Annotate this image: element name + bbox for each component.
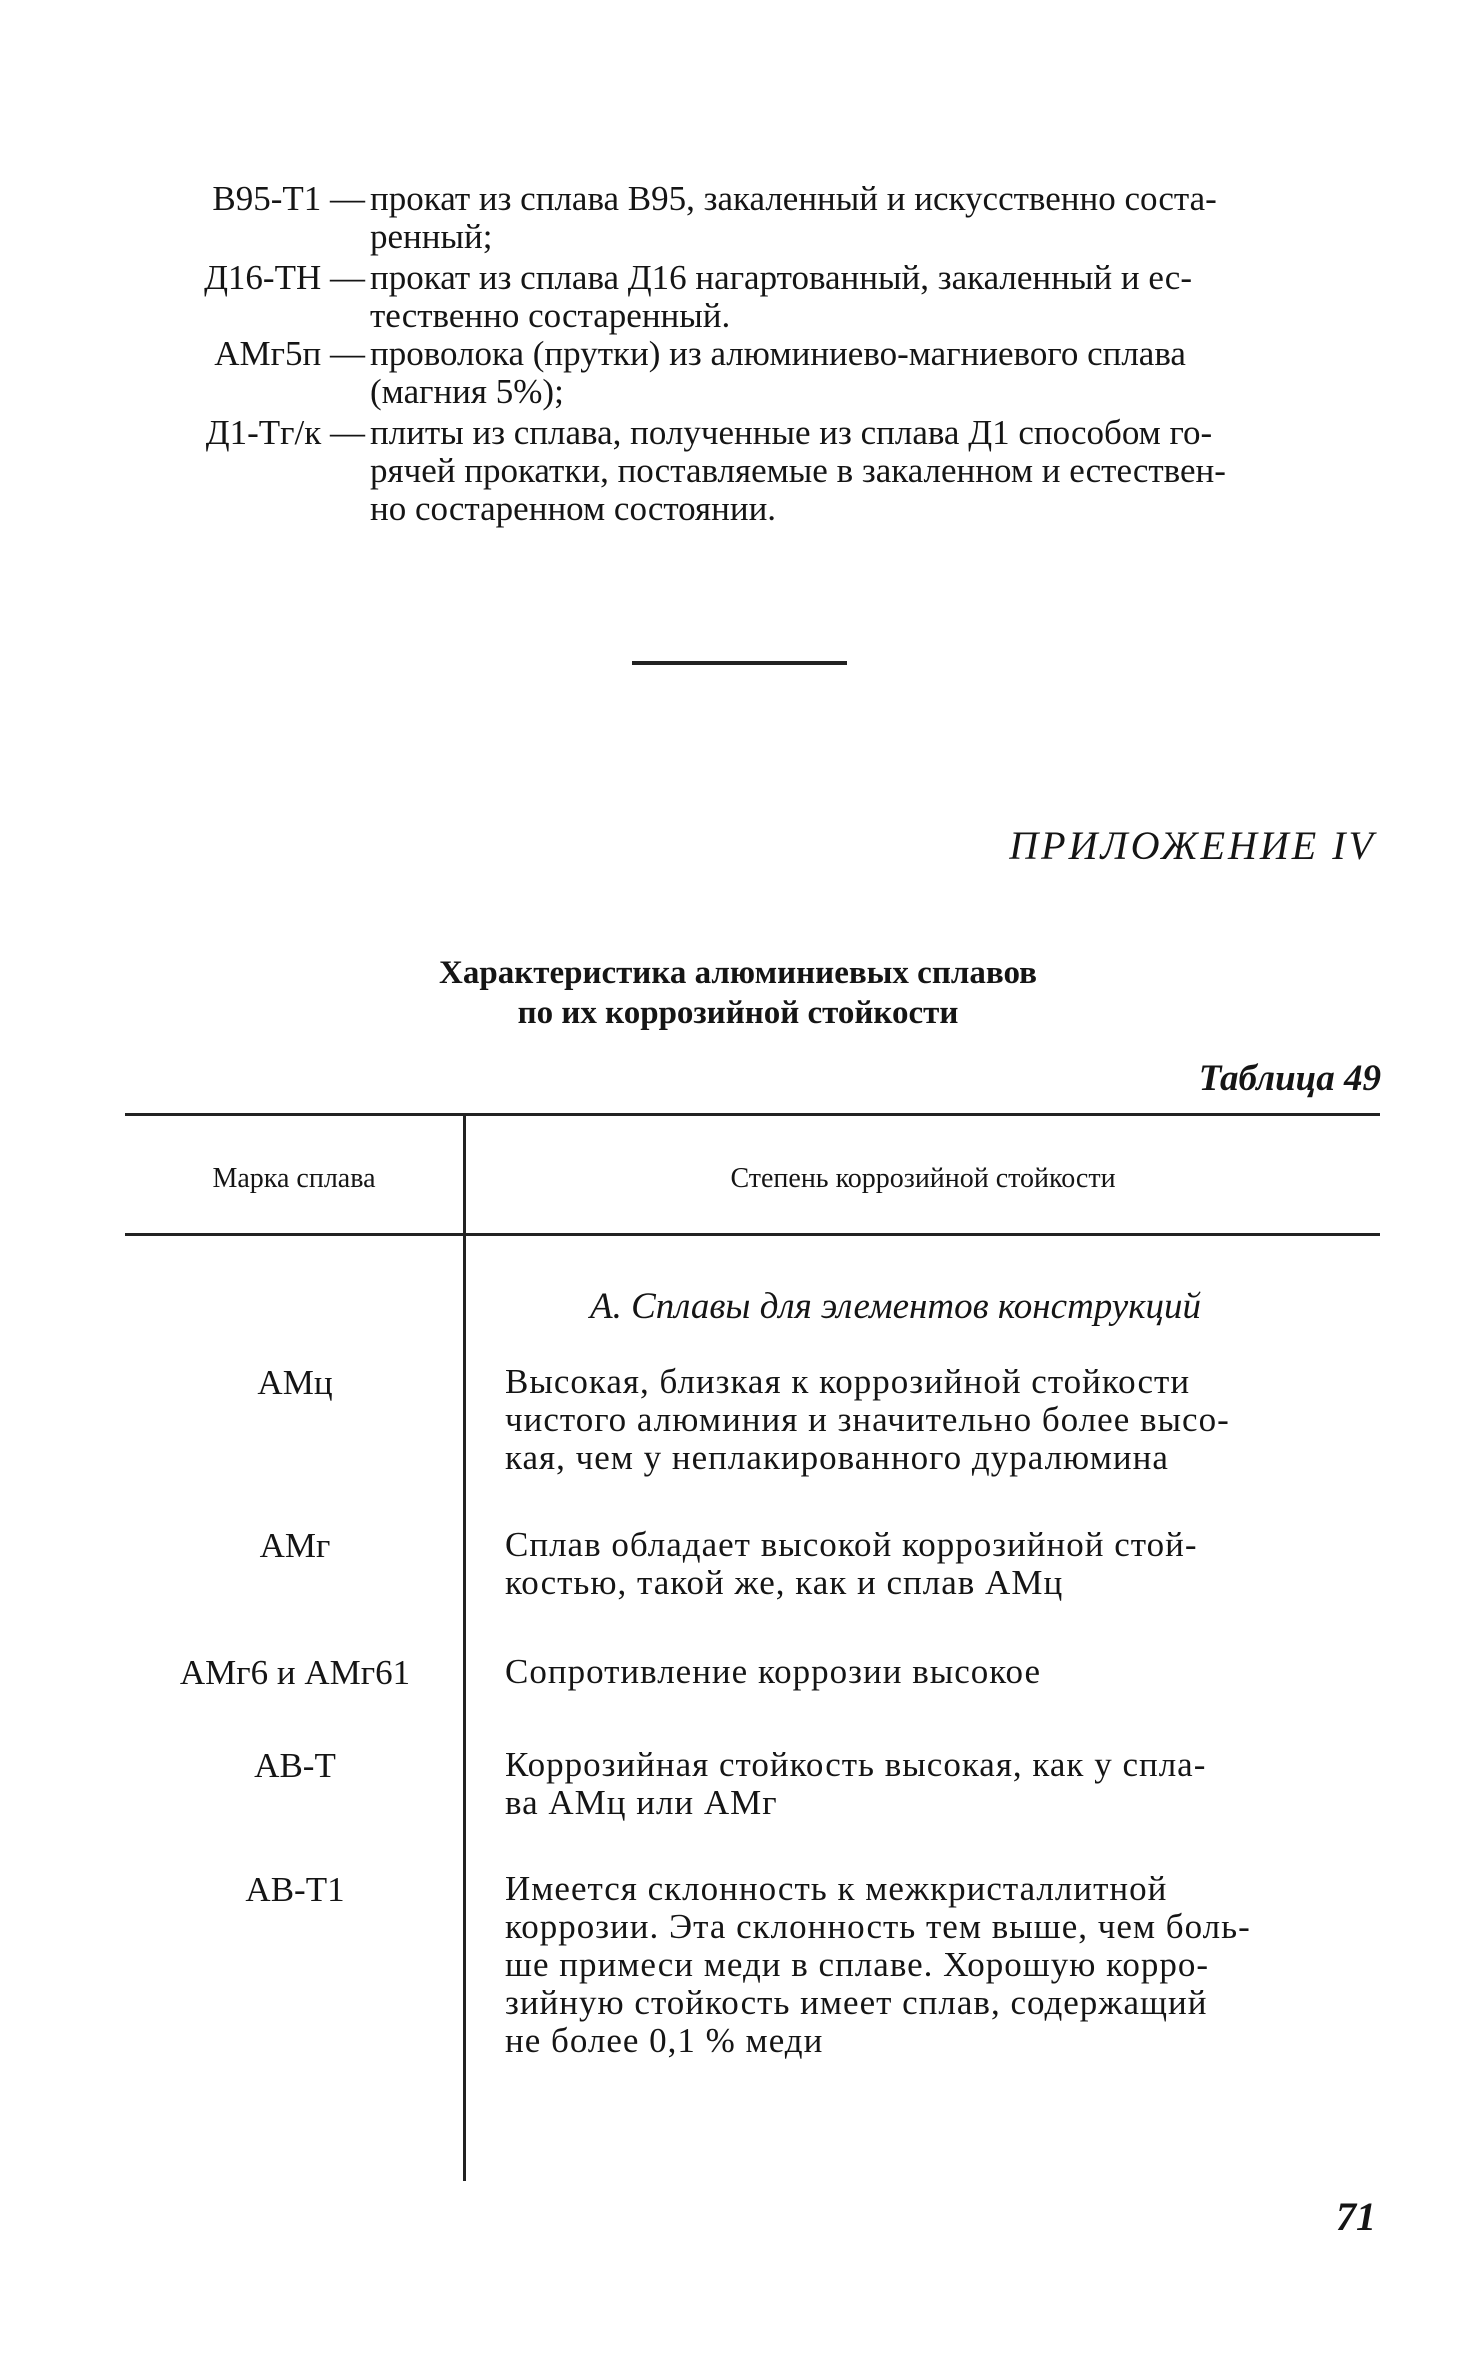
table-row-grade: АВ-Т1 (245, 1870, 345, 1909)
definition-line: ренный; (370, 217, 493, 256)
definition-line: плиты из сплава, полученные из сплава Д1 способом го- (370, 413, 1213, 452)
definition-line: (магния 5%); (370, 372, 564, 411)
description-line: Сопротивление коррозии высокое (505, 1652, 1041, 1691)
table-heading-line: Характеристика алюминиевых сплавов (439, 955, 1037, 991)
definition-line: но состаренном состоянии. (370, 489, 777, 528)
header-bottom-rule (125, 1233, 1380, 1236)
table-number: Таблица 49 (1198, 1058, 1381, 1099)
definition-line: прокат из сплава Д16 нагартованный, закаленный и ес- (370, 258, 1192, 297)
description-line: костью, такой же, как и сплав АМц (505, 1563, 1064, 1602)
table-row-description (505, 1746, 1385, 1822)
definition-term: В95-Т1 — (212, 179, 365, 218)
definition-text (370, 335, 1375, 411)
table-row-description (505, 1526, 1385, 1602)
table-row-description (505, 1363, 1385, 1477)
definition-term: АМг5п — (214, 334, 365, 373)
column-header-grade: Марка сплава (212, 1163, 376, 1194)
definition-line: тественно состаренный. (370, 296, 731, 335)
description-line: чистого алюминия и значительно более высо- (505, 1400, 1230, 1439)
table-row-grade: АМг (259, 1526, 331, 1565)
description-line: зийную стойкость имеет сплав, содержащий (505, 1983, 1208, 2022)
table-top-rule (125, 1113, 1380, 1116)
table-row-description (505, 1653, 1385, 1691)
description-line: Имеется склонность к межкристаллитной (505, 1869, 1168, 1908)
definition-text (370, 259, 1375, 335)
definition-line: прокат из сплава В95, закаленный и искусственно соста- (370, 179, 1217, 218)
description-line: коррозии. Эта склонность тем выше, чем боль- (505, 1907, 1251, 1946)
definition-term: Д1-Тг/к — (205, 413, 365, 452)
table-row-description (505, 1870, 1385, 2060)
description-line: Высокая, близкая к коррозийной стойкости (505, 1362, 1191, 1401)
table-row-grade: АМг6 и АМг61 (179, 1653, 411, 1692)
table-section-title: А. Сплавы для элементов конструкций (590, 1286, 1202, 1327)
definition-line: проволока (прутки) из алюминиево-магниевого сплава (370, 334, 1186, 373)
description-line: Сплав обладает высокой коррозийной стой- (505, 1525, 1198, 1564)
description-line: ше примеси меди в сплаве. Хорошую корро- (505, 1945, 1209, 1984)
description-line: не более 0,1 % меди (505, 2021, 824, 2060)
description-line: Коррозийная стойкость высокая, как у спла- (505, 1745, 1207, 1784)
appendix-title: ПРИЛОЖЕНИЕ IV (1009, 823, 1376, 868)
table-row-grade: АВ-Т (254, 1746, 336, 1785)
definition-text (370, 414, 1375, 528)
page-number: 71 (1336, 2194, 1376, 2239)
table-heading-line: по их коррозийной стойкости (517, 995, 959, 1031)
column-header-resistance: Степень коррозийной стойкости (730, 1163, 1116, 1194)
definition-text (370, 180, 1375, 256)
definition-line: рячей прокатки, поставляемые в закаленном и естествен- (370, 451, 1226, 490)
section-divider (632, 661, 847, 665)
description-line: кая, чем у неплакированного дуралюмина (505, 1438, 1169, 1477)
body-column-divider (463, 1236, 466, 2181)
table-row-grade: АМц (257, 1363, 333, 1402)
description-line: ва АМц или АМг (505, 1783, 778, 1822)
definition-term: Д16-ТН — (204, 258, 365, 297)
